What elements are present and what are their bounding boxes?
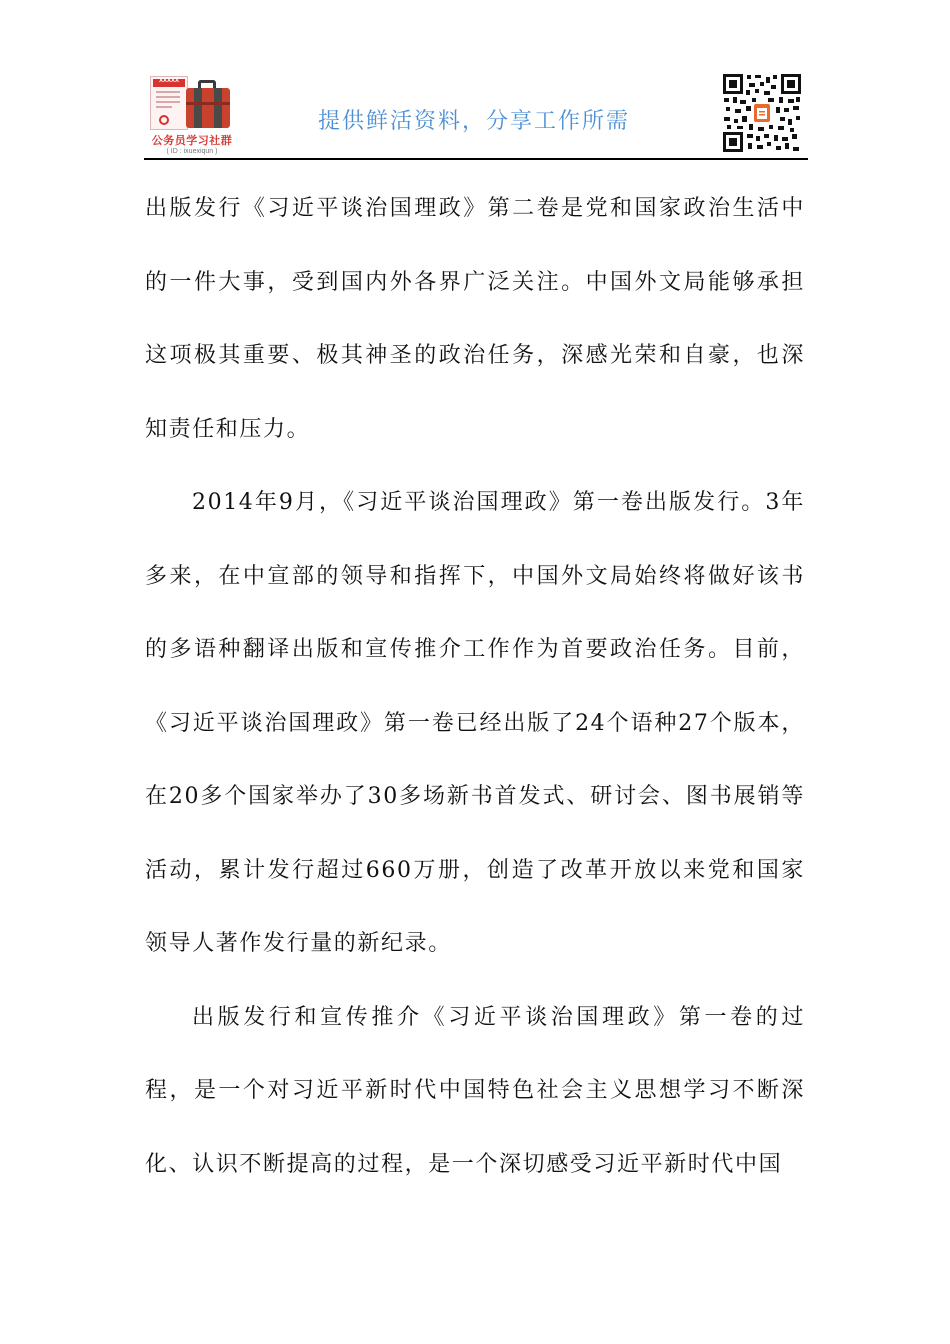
qr-code-icon <box>722 73 802 153</box>
logo-tag-text: XXXXX <box>158 78 179 84</box>
document-body <box>145 172 805 1201</box>
logo-name: 公务员学习社群 <box>151 135 233 147</box>
brand-logo <box>146 72 238 158</box>
seal-icon <box>159 115 169 125</box>
header-divider <box>144 158 808 160</box>
page-header <box>0 0 950 162</box>
paragraph: 出版发行和宣传推介《习近平谈治国理政》第一卷的过程，是一个对习近平新时代中国特色社会主义思想学习不断深化、认识不断提高的过程，是一个深切感受习近平新时代中国 <box>145 1004 805 1177</box>
paragraph: 2014年9月，《习近平谈治国理政》第一卷出版发行。3年多来，在中宣部的领导和指挥下，中国外文局始终将做好该书的多语种翻译出版和宣传推介工作作为首要政治任务。目前，《习近平谈治国理政》第一卷已经出版了24个语种27个版本，在20多个国家举办了30多场新书首发式、研讨会、图书展销等活动，累计发行超过660万册，创造了改革开放以来党和国家领导人著作发行量的新纪录。 <box>145 490 805 956</box>
briefcase-icon <box>186 88 230 128</box>
header-slogan: 提供鲜活资料，分享工作所需 <box>318 109 631 134</box>
document-icon <box>150 76 188 130</box>
paragraph: 出版发行《习近平谈治国理政》第二卷是党和国家政治生活中的一件大事，受到国内外各界广泛关注。中国外文局能够承担这项极其重要、极其神圣的政治任务，深感光荣和自豪，也深知责任和压力。 <box>145 196 805 442</box>
logo-id: ( ID : ixuexiqun ) <box>166 148 218 155</box>
